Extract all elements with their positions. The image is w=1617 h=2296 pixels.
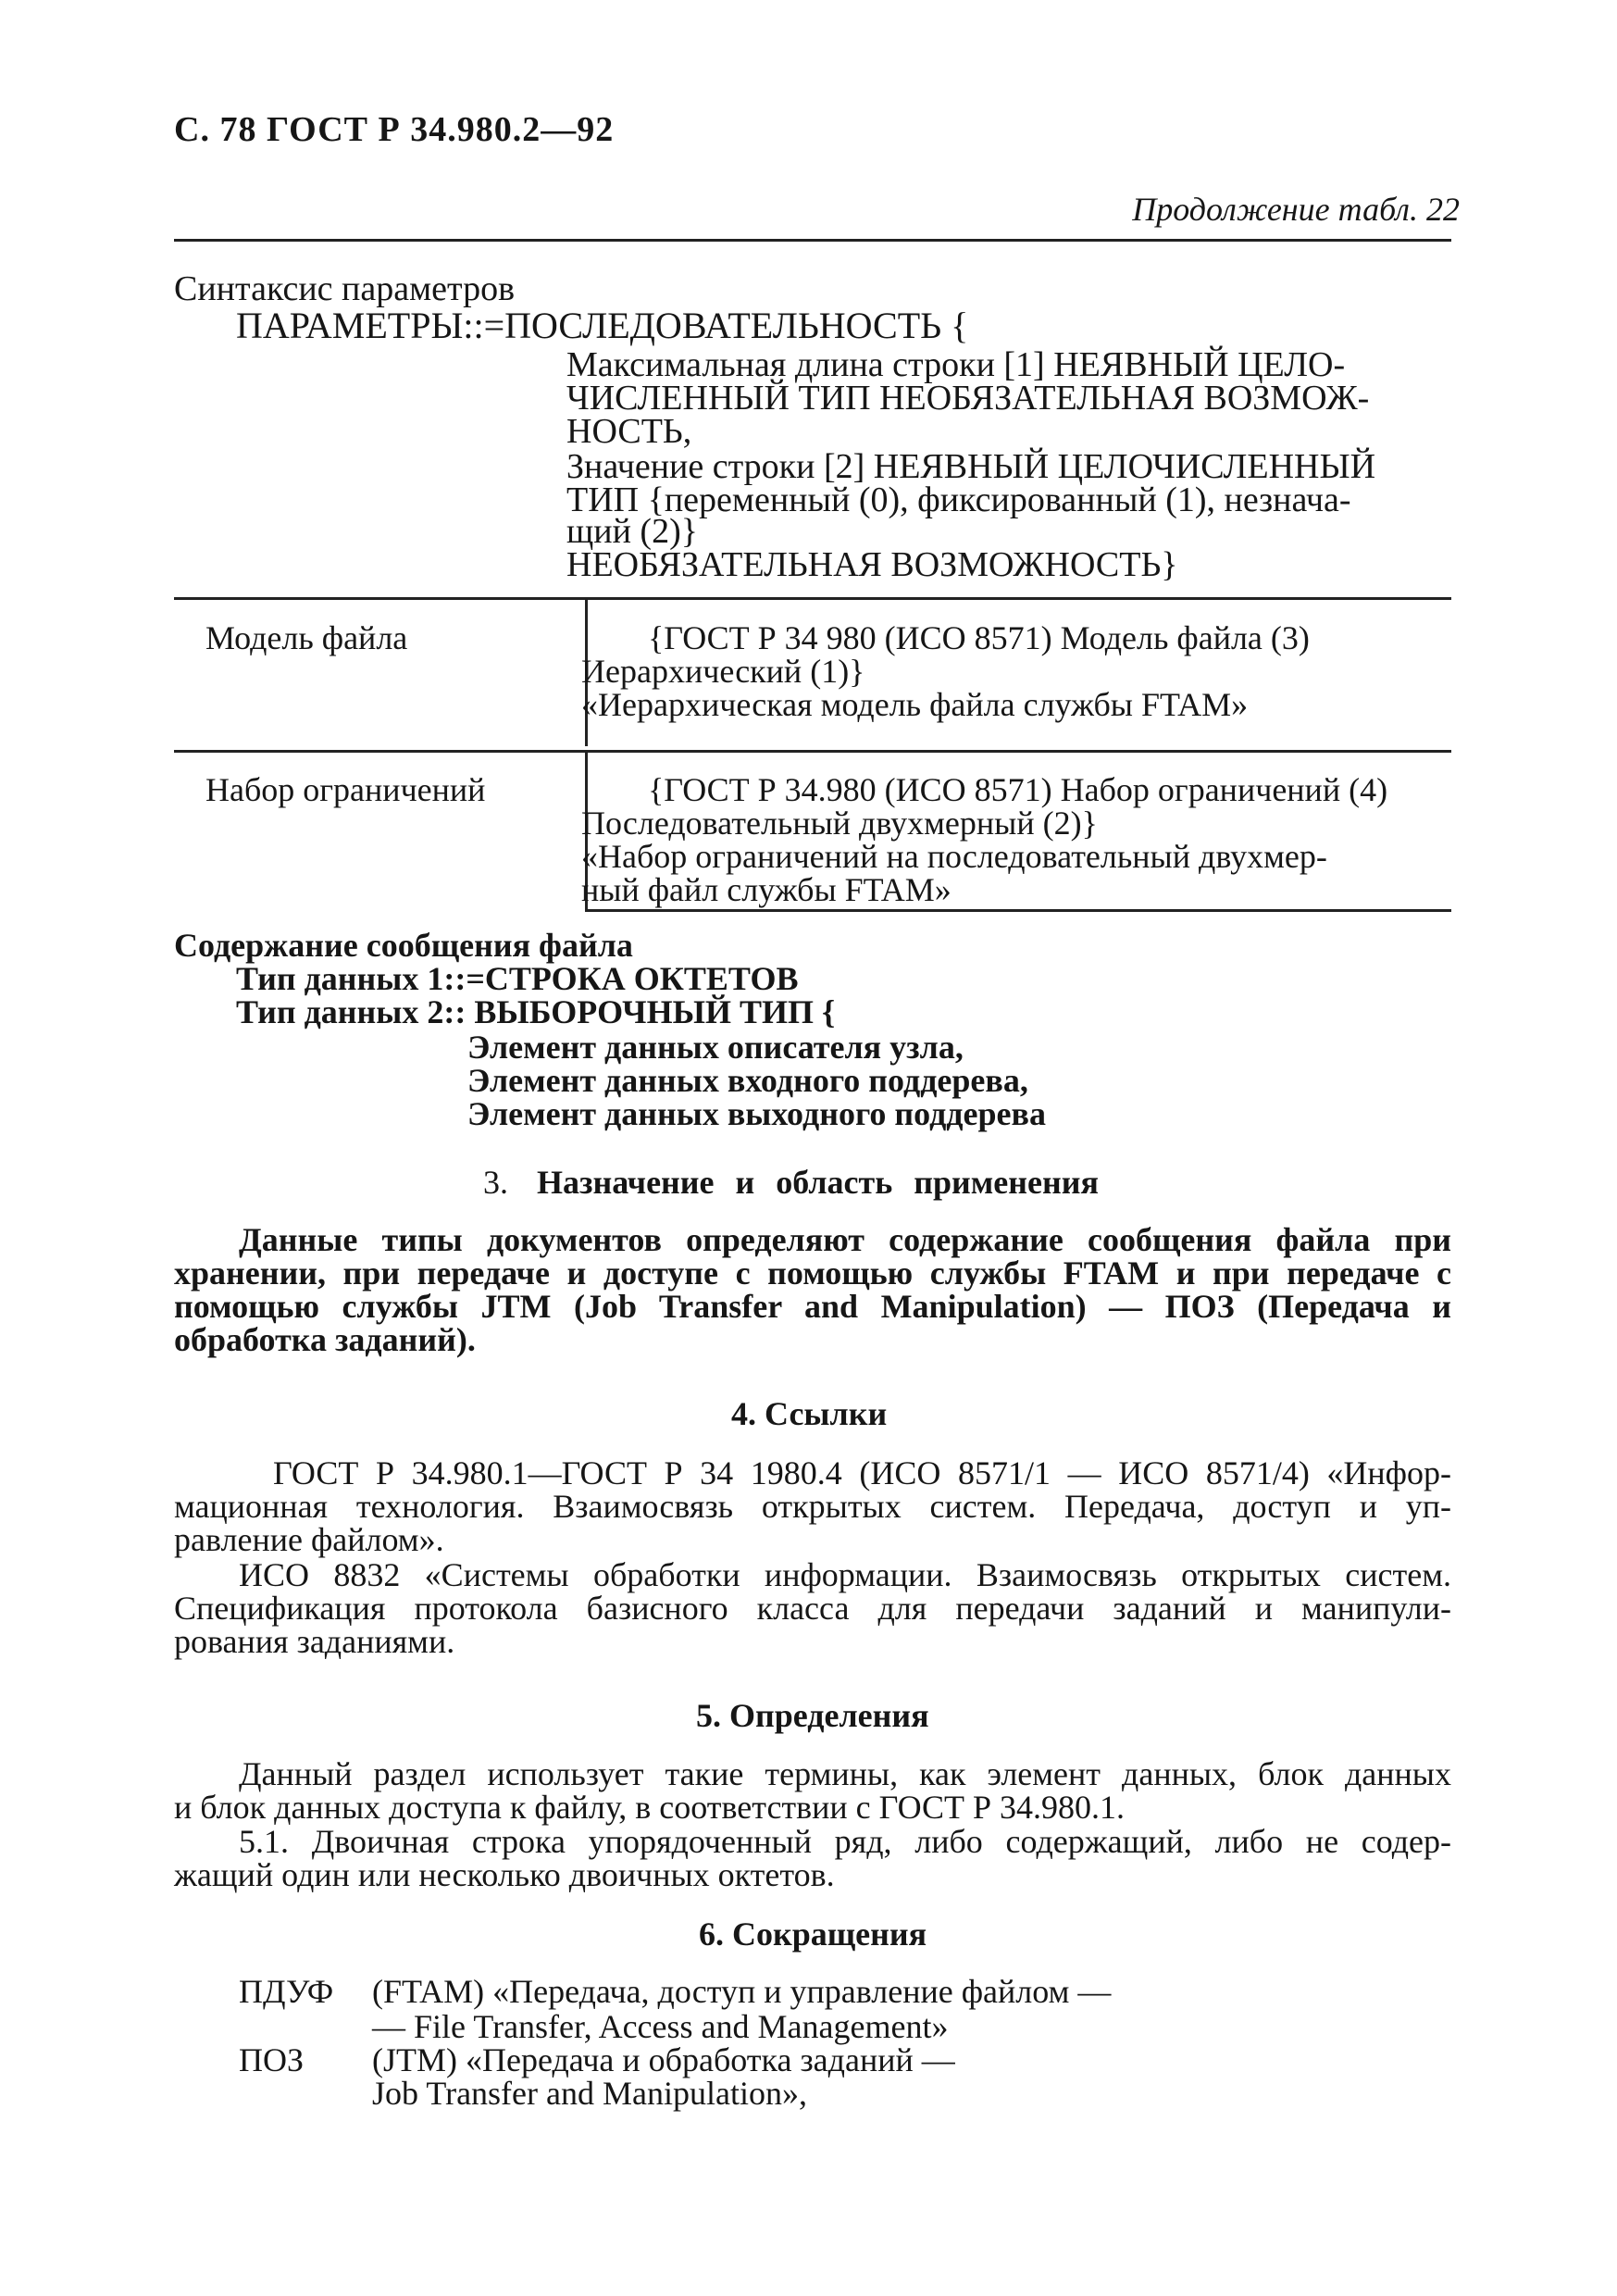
table-row-value-line: «Иерархическая модель файла службы FTAM» <box>581 686 1249 723</box>
section3-title: Назначение и область применения <box>537 1164 1099 1201</box>
params-line: щий (2)} <box>566 512 698 551</box>
abbr-definition-line: (FTAM) «Передача, доступ и управление файлом — <box>372 1973 1112 2010</box>
page-header-ref: С. 78 ГОСТ Р 34.980.2—92 <box>174 110 615 149</box>
section4-line: рования заданиями. <box>174 1623 455 1660</box>
table-continuation-label: Продолжение табл. 22 <box>1132 191 1460 228</box>
section4-line: Спецификация протокола базисного класса для передачи заданий и манипули- <box>174 1590 1451 1627</box>
section5-title: 5. Определения <box>696 1697 929 1734</box>
content-item: Элемент данных выходного поддерева <box>467 1095 1046 1132</box>
params-line: Значение строки [2] НЕЯВНЫЙ ЦЕЛОЧИСЛЕННЫЙ <box>566 447 1376 486</box>
table-row-value-line: «Набор ограничений на последовательный двухмер- <box>581 838 1327 875</box>
params-title: Синтаксис параметров <box>174 269 516 308</box>
table-rule-middle <box>174 750 1451 753</box>
content-item: Элемент данных входного поддерева, <box>467 1062 1028 1099</box>
table-rule-bottom <box>585 909 1451 912</box>
section4-line: мационная технология. Взаимосвязь открытых систем. Передача, доступ и уп- <box>174 1488 1451 1525</box>
section3-line: помощью службы JTM (Job Transfer and Manipulation) — ПОЗ (Передача и <box>174 1288 1451 1325</box>
content-item: Элемент данных описателя узла, <box>467 1029 964 1066</box>
table-row-value-line: ный файл службы FTAM» <box>581 871 952 908</box>
params-definition: ПАРАМЕТРЫ::=ПОСЛЕДОВАТЕЛЬНОСТЬ { <box>236 305 969 346</box>
table-row-value-line: Последовательный двухмерный (2)} <box>581 805 1098 842</box>
params-line: НЕОБЯЗАТЕЛЬНАЯ ВОЗМОЖНОСТЬ} <box>566 545 1178 584</box>
content-type1: Тип данных 1::=СТРОКА ОКТЕТОВ <box>236 960 799 997</box>
section3-line: обработка заданий). <box>174 1321 476 1358</box>
section5-line: жащий один или несколько двоичных октетов. <box>174 1856 835 1893</box>
section4-line: равление файлом». <box>174 1521 444 1558</box>
content-title: Содержание сообщения файла <box>174 927 633 964</box>
table-rule-top <box>174 597 1451 600</box>
section4-title: 4. Ссылки <box>731 1395 888 1432</box>
abbr-definition-line: Job Transfer and Manipulation», <box>372 2075 807 2112</box>
params-line: ТИП {переменный (0), фиксированный (1), незнача- <box>566 480 1351 519</box>
content-type2: Тип данных 2:: ВЫБОРОЧНЫЙ ТИП { <box>236 993 836 1030</box>
abbr-definition-line: (JTM) «Передача и обработка заданий — <box>372 2041 955 2078</box>
table-row-value-line: {ГОСТ Р 34.980 (ИСО 8571) Набор ограничений (4) <box>648 771 1388 808</box>
section5-line: и блок данных доступа к файлу, в соответствии с ГОСТ Р 34.980.1. <box>174 1789 1126 1826</box>
abbr-definition-line: — File Transfer, Access and Management» <box>372 2008 949 2045</box>
section3-line: хранении, при передаче и доступе с помощью службы FTAM и при передаче с <box>174 1254 1451 1292</box>
table-row-label: Модель файла <box>205 619 408 656</box>
params-line: Максимальная длина строки [1] НЕЯВНЫЙ ЦЕЛО- <box>566 345 1346 384</box>
table-row-label: Набор ограничений <box>205 771 486 808</box>
section3-line: Данные типы документов определяют содержание сообщения файла при <box>239 1221 1451 1258</box>
section3-number: 3. <box>483 1164 508 1201</box>
section5-line: Данный раздел использует такие термины, как элемент данных, блок данных <box>239 1755 1451 1792</box>
header-rule <box>174 239 1451 242</box>
table-row-value-line: {ГОСТ Р 34 980 (ИСО 8571) Модель файла (3) <box>648 619 1310 656</box>
abbr-term-pduf: ПДУФ <box>239 1973 334 2010</box>
params-line: НОСТЬ, <box>566 412 692 451</box>
section5-line: 5.1. Двоичная строка упорядоченный ряд, либо содержащий, либо не содер- <box>239 1823 1451 1860</box>
abbr-term-poz: ПОЗ <box>239 2041 305 2078</box>
section6-title: 6. Сокращения <box>699 1915 927 1953</box>
params-line: ЧИСЛЕННЫЙ ТИП НЕОБЯЗАТЕЛЬНАЯ ВОЗМОЖ- <box>566 379 1370 418</box>
table-row-value-line: Иерархический (1)} <box>581 653 865 690</box>
section4-line: ГОСТ Р 34.980.1—ГОСТ Р 34 1980.4 (ИСО 8571/1 — ИСО 8571/4) «Инфор- <box>273 1454 1451 1491</box>
section4-line: ИСО 8832 «Системы обработки информации. Взаимосвязь открытых систем. <box>239 1556 1451 1593</box>
